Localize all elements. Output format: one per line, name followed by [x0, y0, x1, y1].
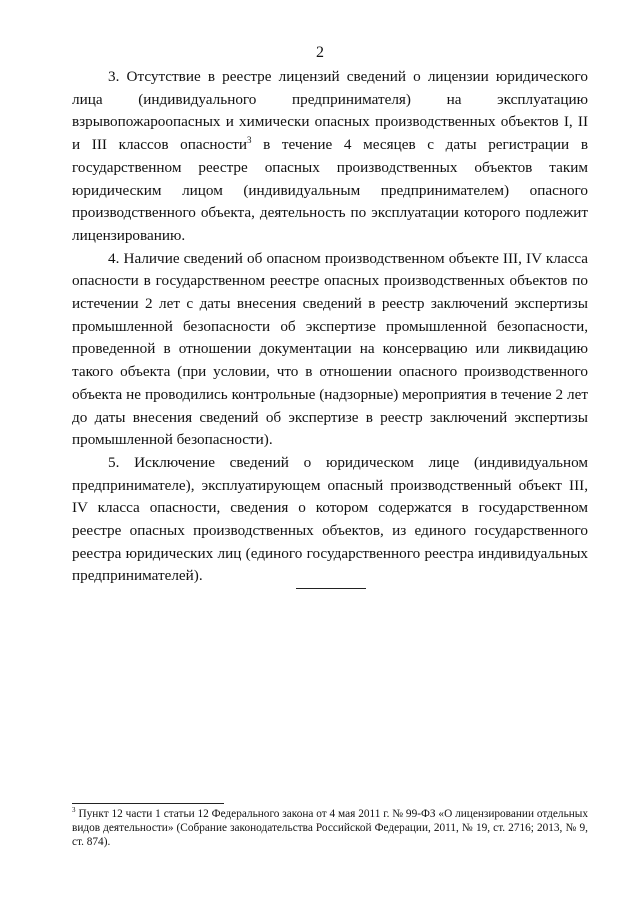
- paragraph-4: 4. Наличие сведений об опасном производственном объекте III, IV класса опасности в государственном реестре опасных производственных объектов по истечении 2 лет с даты внесения сведений в реестр заключений экспертизы промышленной безопасности об экспертизе промышленной безопасности, проведенной в отношении документации на консервацию или ликвидацию такого объекта (при условии, что в отношении опасного производственного объекта не проводились контрольные (надзорные) мероприятия в течение 2 лет до даты внесения сведений об экспертизе в реестр заключений экспертизы промышленной безопасности).: [72, 249, 588, 449]
- end-of-text-divider: [296, 588, 366, 589]
- paragraph-3-continuation: в течение 4 месяцев с даты регистрации в государственном реестре опасных производственных объектов таким юридическим лицом (индивидуальным предпринимателем) опасного производственного объекта, деятельность по эксплуатации которого подлежит лицензированию.: [72, 136, 588, 244]
- footnote-separator: [72, 803, 224, 804]
- page-number: 2: [316, 44, 324, 61]
- paragraph-3-text: 3. Отсутствие в реестре лицензий сведений о лицензии юридического лица (индивидуального предпринимателя) на эксплуатацию взрывопожароопасных и химически опасных производственных объектов I, II и III классов опасности: [72, 68, 588, 154]
- footnote-text: Пункт 12 части 1 статьи 12 Федерального закона от 4 мая 2011 г. № 99-ФЗ «О лицензировании отдельных видов деятельности» (Собрание законодательства Российской Федерации, 2011, № 19, ст. 2716; 2013, № 9, ст. 874).: [72, 808, 588, 848]
- footnote: [72, 808, 588, 849]
- document-body: [72, 66, 588, 588]
- paragraph-3: [72, 66, 588, 248]
- footnote-marker: 3: [72, 806, 76, 815]
- footnote-reference[interactable]: 3: [246, 135, 252, 146]
- paragraph-5: 5. Исключение сведений о юридическом лице (индивидуальном предпринимателе), эксплуатирующем опасный производственный объект III, IV класса опасности, сведения о котором содержатся в государственном реестре опасных производственных объектов, из единого государственного реестра юридических лиц (единого государственного реестра индивидуальных предпринимателей).: [72, 453, 588, 585]
